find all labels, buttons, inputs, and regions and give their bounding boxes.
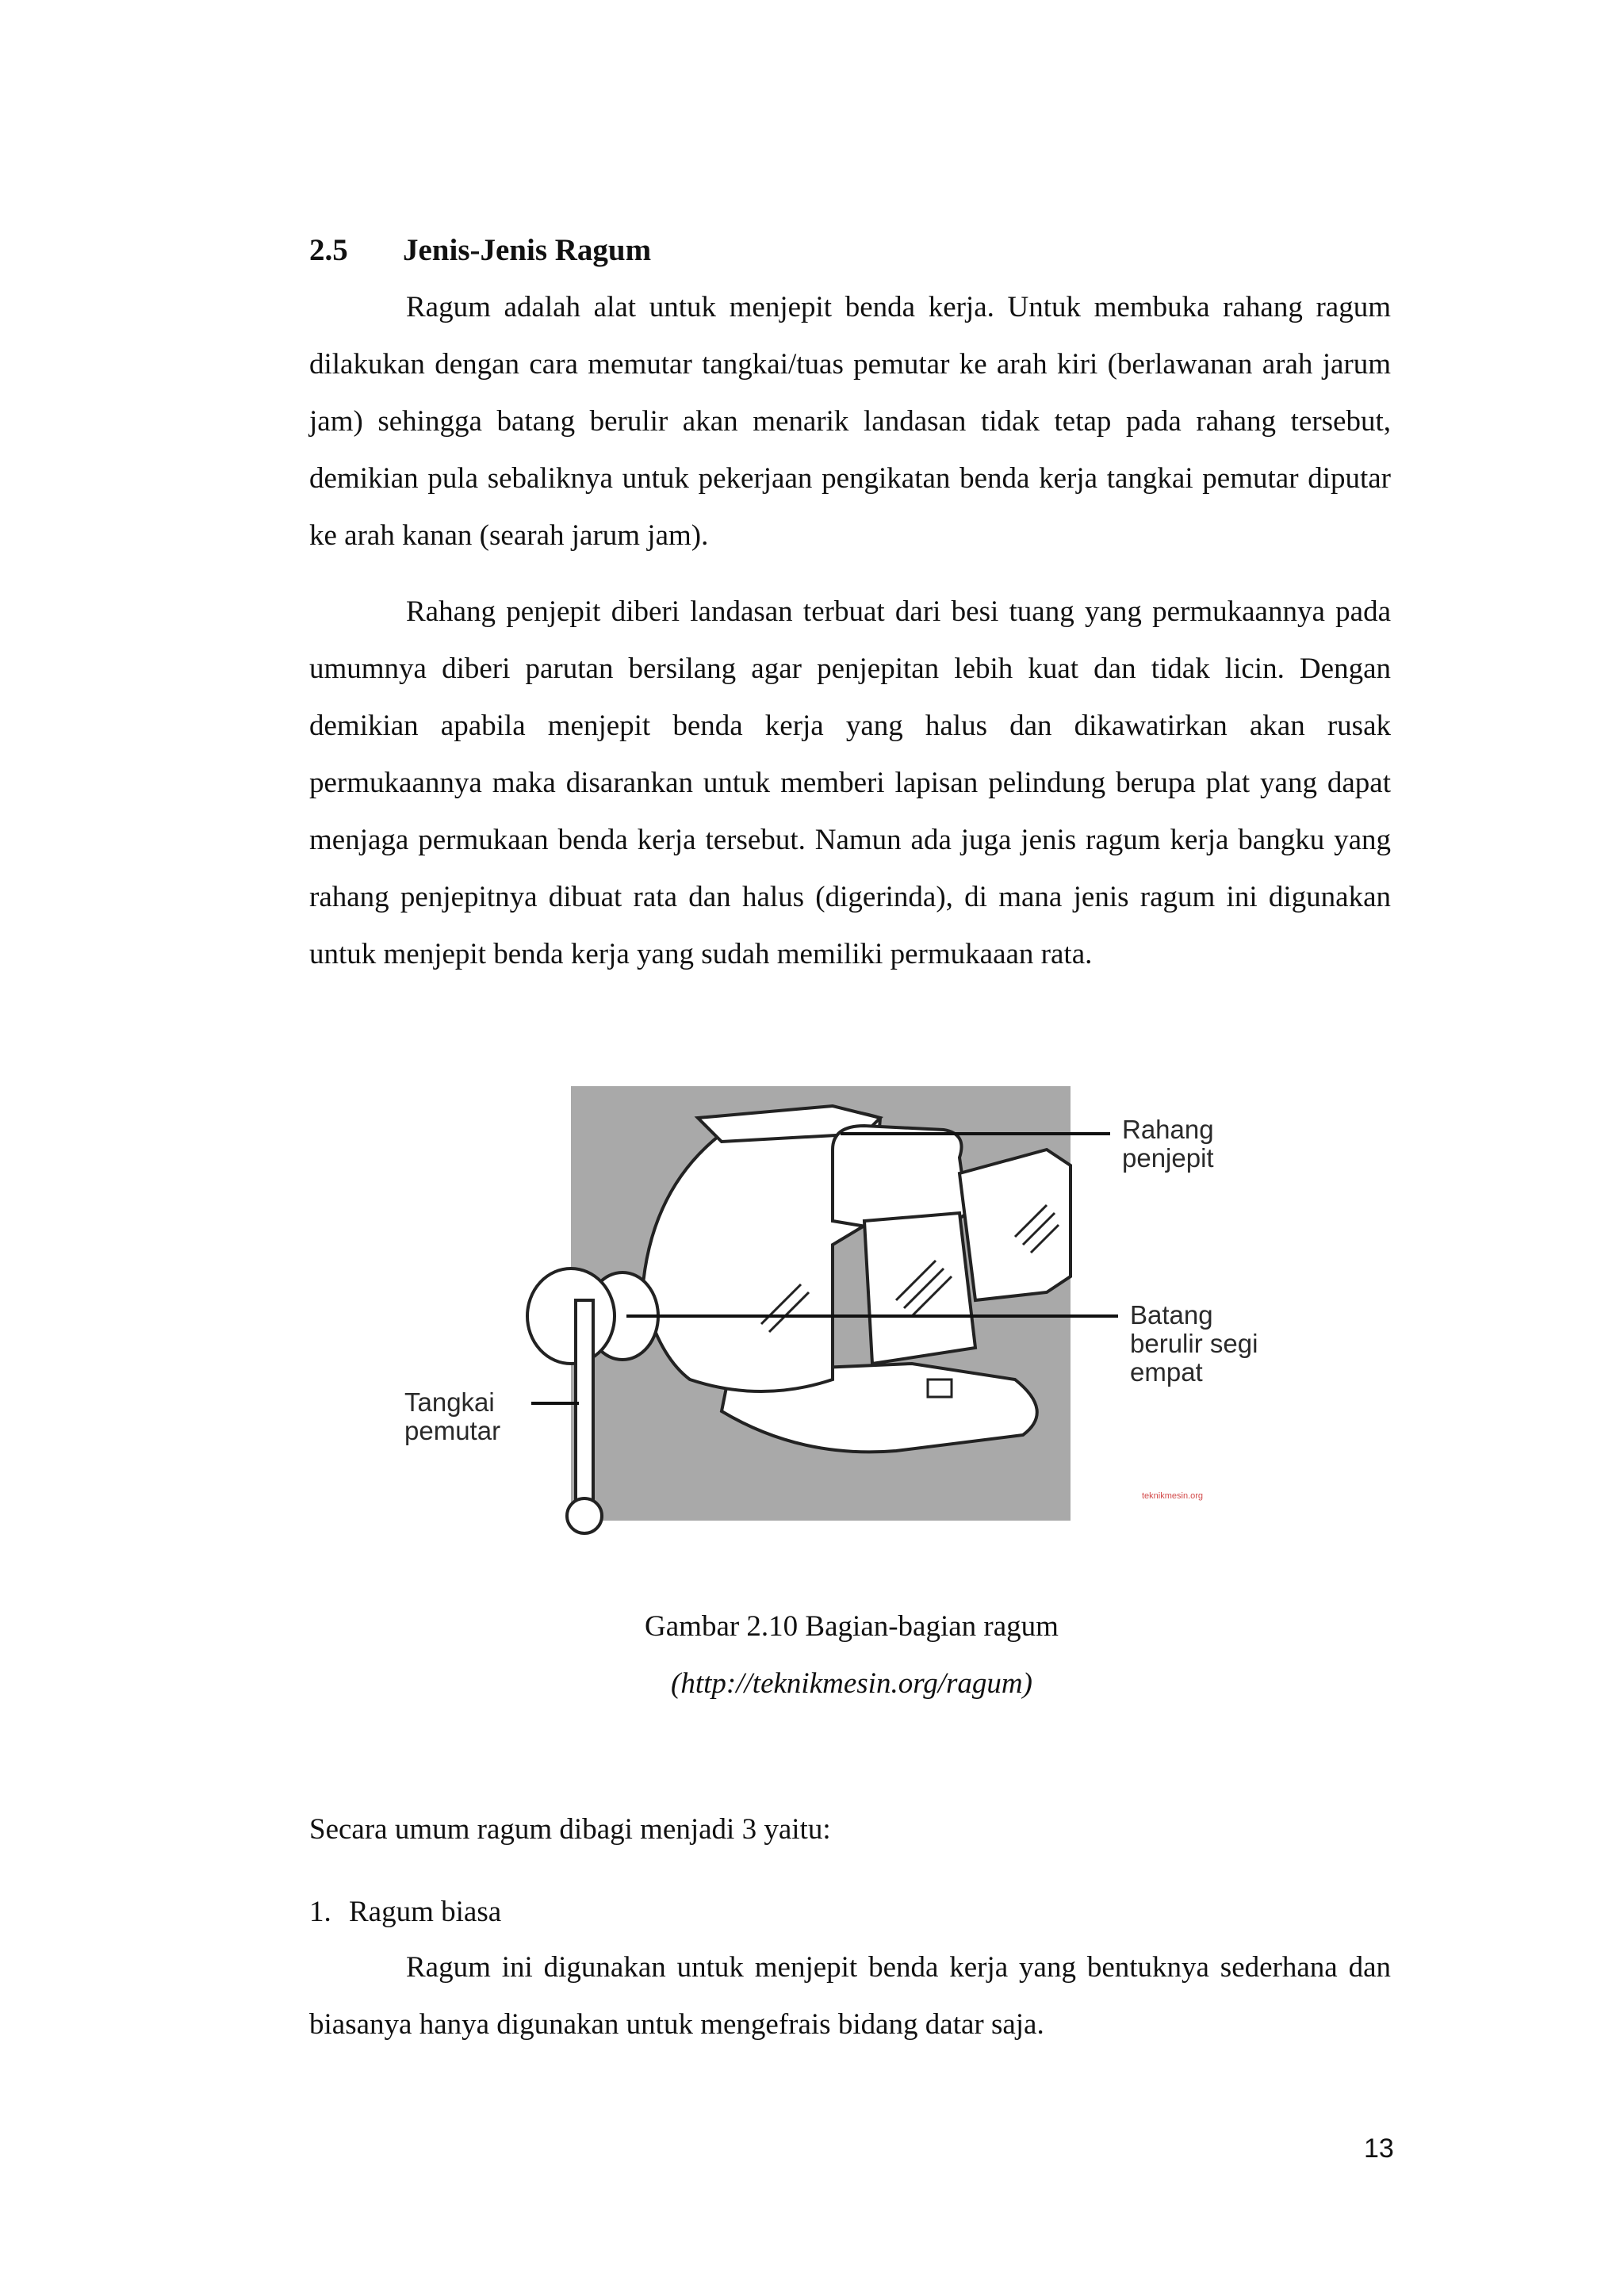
screw-hub — [527, 1269, 615, 1364]
screw-head — [928, 1380, 952, 1397]
list-item-number: 1. — [309, 1896, 331, 1928]
label-screw-1: Batang — [1130, 1300, 1213, 1330]
list-item-paragraph: Ragum ini digunakan untuk menjepit benda kerja yang bentuknya sederhana dan biasanya hanya digunakan untuk mengefrais bidang datar saja. — [309, 1951, 1391, 2041]
paragraph-1: Ragum adalah alat untuk menjepit benda kerja. Untuk membuka rahang ragum dilakukan dengan cara memutar tangkai/tuas pemutar ke arah kiri (berlawanan arah jarum jam) sehingga batang berulir akan menarik landasan tidak tetap pada rahang tersebut, demikian pula sebaliknya untuk pekerjaan pengikatan benda kerja tangkai pemutar diputar ke arah kanan (searah jarum jam). — [309, 291, 1391, 552]
section-title: Jenis-Jenis Ragum — [403, 233, 652, 267]
vise-illustration — [389, 1062, 1308, 1538]
caption-source: (http://teknikmesin.org/ragum) — [671, 1667, 1032, 1700]
handle-knob — [567, 1498, 602, 1533]
list-item-title — [309, 1890, 501, 1934]
vise-figure — [389, 1062, 1308, 1538]
section-heading — [309, 228, 651, 273]
rear-extension — [959, 1150, 1071, 1300]
list-intro: Secara umum ragum dibagi menjadi 3 yaitu: — [309, 1813, 831, 1846]
handle-bar — [576, 1300, 593, 1514]
figure-caption — [0, 1598, 1624, 1712]
section-number: 2.5 — [309, 233, 348, 267]
label-jaw-1: Rahang — [1122, 1115, 1214, 1144]
paragraph-2: Rahang penjepit diberi landasan terbuat dari besi tuang yang permukaannya pada umumnya diberi parutan bersilang agar penjepitan lebih kuat dan tidak licin. Dengan demikian apabila menjepit benda kerja yang halus dan dikawatirkan akan rusak permukaannya maka disarankan untuk memberi lapisan pelindung berupa plat yang dapat menjaga permukaan benda kerja tersebut. Namun ada juga jenis ragum kerja bangku yang rahang penjepitnya dibuat rata dan halus (digerinda), di mana jenis ragum ini digunakan untuk menjepit benda kerja yang sudah memiliki permukaaan rata. — [309, 595, 1391, 970]
label-screw-2: berulir segi — [1130, 1329, 1258, 1358]
label-jaw-2: penjepit — [1122, 1143, 1214, 1173]
jaw-slide — [864, 1213, 975, 1364]
label-screw-3: empat — [1130, 1357, 1203, 1387]
watermark: teknikmesin.org — [1142, 1491, 1204, 1501]
page-number: 13 — [1364, 2133, 1394, 2164]
list-item-label: Ragum biasa — [349, 1896, 502, 1928]
caption-title: Gambar 2.10 Bagian-bagian ragum — [645, 1610, 1059, 1643]
label-handle-1: Tangkai — [404, 1387, 495, 1417]
label-handle-2: pemutar — [404, 1416, 501, 1445]
